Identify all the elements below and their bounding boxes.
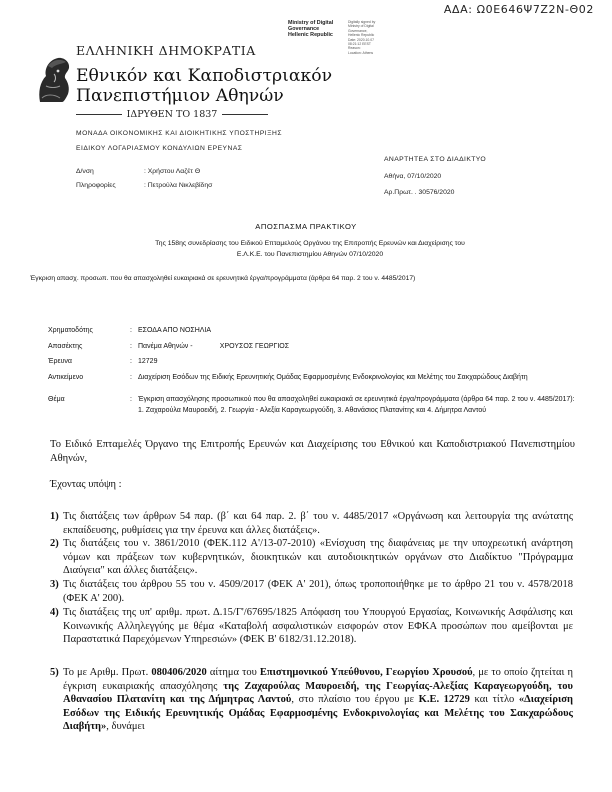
- divider: [222, 114, 268, 115]
- unit-subname: ΕΙΔΙΚΟΥ ΛΟΓΑΡΙΑΣΜΟΥ ΚΟΝΔΥΛΙΩΝ ΕΡΕΥΝΑΣ: [76, 145, 243, 152]
- unit-name: ΜΟΝΑΔΑ ΟΙΚΟΝΟΜΙΚΗΣ ΚΑΙ ΔΙΟΙΚΗΤΙΚΗΣ ΥΠΟΣΤΗΡΙΞΗΣ: [76, 130, 282, 137]
- having-considered: Έχοντας υπόψη :: [50, 479, 122, 490]
- item-text: Τις διατάξεις του άρθρου 55 του ν. 4509/2017 (ΦΕΚ Α' 201), όπως τροποποιήθηκε με το άρθρο 21 του ν. 4578/2018 (ΦΕΚ Α' 200).: [63, 579, 573, 604]
- info-row-label: Χρηματοδότης: [48, 327, 93, 334]
- item-number: 2): [50, 538, 59, 549]
- info-row-value: 12729: [138, 358, 158, 365]
- item-number: 3): [50, 579, 59, 590]
- info-row-label: Έρευνα: [48, 358, 72, 365]
- stamp-detail-line: Digitally signed by: [348, 20, 376, 24]
- stamp-detail-line: Ministry of Digital: [348, 24, 374, 29]
- colon: :: [130, 343, 132, 350]
- stamp-detail-line: Reason:: [348, 46, 361, 51]
- stamp-detail-line: Governance,: [348, 28, 368, 33]
- university-name-line: Πανεπιστήμιον Αθηνών: [76, 86, 284, 106]
- project-title: «Διαχείριση Εσόδων της Ειδικής Ερευνητικής Ομάδας Εφαρμοσμένης Ενδοκρινολογίας και Μελέτης του Σακχαρώδους Διαβήτη»: [63, 694, 573, 733]
- colon: :: [130, 358, 132, 365]
- divider: [76, 114, 122, 115]
- info-value: : Πετρούλα Νικλεβίδησ: [144, 182, 213, 189]
- document-title: ΑΠΟΣΠΑΣΜΑ ΠΡΑΚΤΙΚΟΥ: [255, 222, 357, 231]
- colon: :: [130, 327, 132, 334]
- info-row-label: Απασέκτης: [48, 343, 83, 350]
- body-intro: Το Ειδικό Επταμελές Όργανο της Επιτροπής Ερευνών και Διαχείρισης του Εθνικού και Καποδιστριακού Πανεπιστημίου Αθηνών,: [50, 439, 575, 464]
- info-row-value: Έγκριση απασχόλησης προσωπικού που θα απασχοληθεί ευκαιριακά σε ερευνητικά έργα/προγράμματα (άρθρα 64 παρ. 2 του ν. 4485/2017): 1. Ζαχαρούλα Μαυροειδή, 2. Γεωργία - Αλεξία Καραγεωργούδη, 3. Αθανάσιος Πλατανίτης και 4. Δήμητρα Λαντού: [138, 396, 575, 414]
- stamp-line: Hellenic Republic: [288, 32, 333, 39]
- info-row-value: Διαχείριση Εσόδων της Ειδικής Ερευνητικής Ομάδας Εφαρμοσμένης Ενδοκρινολογίας και Μελέτης του Σακχαρώδους Διαβήτη: [138, 374, 528, 381]
- university-name-line: Εθνικόν και Καποδιστριακόν: [76, 66, 333, 86]
- item-text: Τις διατάξεις του ν. 3861/2010 (ΦΕΚ.112 Α'/13-07-2010) «Ενίσχυση της διαφάνειας με την υποχρεωτική ανάρτηση νόμων και πράξεων των κυβερνητικών, διοικητικών και αυτοδιοικητικών οργάνων στο Διαδίκτυο "Πρόγραμμα Διαύγεια" και άλλες διατάξεις».: [63, 538, 573, 577]
- protocol-ref: 080406/2020: [151, 667, 207, 678]
- item-number: 5): [50, 667, 59, 678]
- project-code: Κ.Ε. 12729: [418, 694, 470, 706]
- government-title: ΕΛΛΗΝΙΚΗ ΔΗΜΟΚΡΑΤΙΑ: [76, 43, 256, 58]
- requester-name: Επιστημονικού Υπεύθυνου, Γεωργίου Χρουσού: [259, 667, 473, 678]
- item-text: Τις διατάξεις της υπ' αριθμ. πρωτ. Δ.15/Γ'/67695/1825 Απόφαση του Υπουργού Εργασίας, Κοινωνικής Ασφάλισης και Κοινωνικής Αλληλεγγύης με θέμα «Καταβολή ασφαλιστικών εισφορών στον ΕΦΚΑ προσώπων που αμείβονται με Παραστατικά Παρεχόμενων Υπηρεσιών» (ΦΕΚ Β' 6182/31.12.2018).: [63, 607, 573, 646]
- colon: :: [130, 396, 132, 403]
- protocol-number: Αρ.Πρωτ. . 30576/2020: [384, 189, 455, 196]
- item-text: [63, 666, 573, 734]
- session-info: [40, 239, 580, 260]
- stamp-detail-line: Location: Athens: [348, 50, 374, 55]
- document-date: Αθήνα, 07/10/2020: [384, 173, 442, 180]
- stamp-detail-line: 08:21:12 EEST: [348, 42, 371, 47]
- info-row-label: Θέμα: [48, 396, 65, 403]
- stamp-detail-line: Date: 2020.10.07: [348, 37, 375, 42]
- founded-line: [76, 108, 268, 120]
- ada-code: ΑΔΑ: Ω0Ε646Ψ7Ζ2Ν-Θ02: [443, 3, 594, 16]
- stamp-detail-line: Hellenic Republic: [348, 33, 375, 38]
- university-logo-icon: [34, 52, 74, 104]
- session-line: Ε.Λ.Κ.Ε. του Πανεπιστημίου Αθηνών 07/10/2020: [236, 250, 384, 258]
- text-run: , στο πλαίσιο του έργου με: [291, 694, 419, 706]
- item-text: Τις διατάξεις των άρθρων 54 παρ. (β΄ και 64 παρ. 2. β΄ του ν. 4485/2017 «Οργάνωση και λειτουργία της ανώτατης εκπαίδευσης, ρυθμίσεις για την έρευνα και άλλες διατάξεις».: [63, 511, 573, 536]
- request-subject: Έγκριση απασχ. προσωπ. που θα απασχοληθεί ευκαιριακά σε ερευνητικά έργα/προγράμματα (άρθρα 64 παρ. 2 του ν. 4485/2017): [30, 275, 416, 282]
- info-row-value: Πανέμα Αθηνών - ΧΡΟΥΣΟΣ ΓΕΩΡΓΙΟΣ: [138, 343, 290, 350]
- info-label: Πληροφορίες: [76, 182, 116, 189]
- department-label: Δ/νση: [76, 168, 94, 175]
- text-run: Το με Αριθμ. Πρωτ.: [63, 667, 152, 678]
- posting-notice: ΑΝΑΡΤΗΤΕΑ ΣΤΟ ΔΙΑΔΙΚΤΥΟ: [384, 156, 487, 163]
- founded-text: ΙΔΡΥΘΕΝ ΤΟ 1837: [126, 108, 218, 120]
- session-line: Της 158ης συνεδρίασης του Ειδικού Επταμελούς Οργάνου της Επιτροπής Ερευνών και Διαχείρισης του: [155, 240, 465, 247]
- text-run: , δυνάμει: [106, 721, 145, 733]
- text-run: , με το οποίο ζητείται η έγκριση ευκαιριακής απασχόλησης: [63, 667, 573, 692]
- item-number: 1): [50, 511, 59, 522]
- persons-list: της Ζαχαρούλας Μαυροειδή, της Γεωργίας-Αλεξίας Καραγεωργούδη, του Αθανασίου Πλατανίτη και της Δήμητρας Λαντού: [63, 680, 573, 706]
- signature-detail: [348, 20, 375, 55]
- stamp-line: Governance: [288, 26, 320, 33]
- university-name: [76, 66, 332, 106]
- info-row-value: ΕΣΟΔΑ ΑΠΟ ΝΟΣΗΛΙΑ: [138, 327, 212, 334]
- text-run: και τίτλο: [469, 694, 519, 706]
- text-run: αίτημα του: [206, 667, 260, 678]
- signature-stamp: [288, 20, 333, 39]
- stamp-line: Ministry of Digital: [288, 20, 334, 26]
- colon: :: [130, 374, 132, 381]
- department-value: : Χρήστου Λαζέτ Θ: [144, 168, 201, 175]
- item-number: 4): [50, 607, 59, 618]
- info-row-label: Αντικείμενο: [48, 374, 84, 381]
